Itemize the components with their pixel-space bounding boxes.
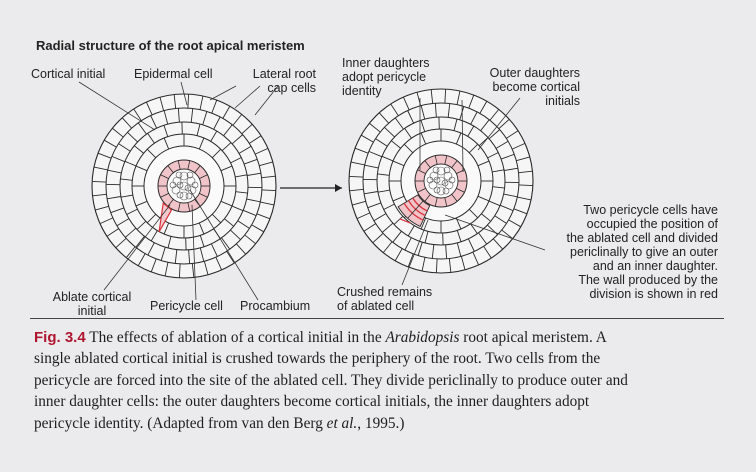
label-epidermal-cell: Epidermal cell — [134, 67, 213, 81]
label-explanation: Two pericycle cells have occupied the position of the ablated cell and divided periclinally to give an outer and an inner daughter. The wall produced by the division is shown in red — [566, 203, 718, 301]
label-outer-daughters: Outer daughters become cortical initials — [489, 66, 580, 108]
arrow-head — [335, 184, 342, 192]
intact-root-cross-section — [92, 94, 276, 278]
figure-caption — [34, 327, 724, 434]
figure-number: Fig. 3.4 — [34, 329, 86, 346]
label-pericycle-cell: Pericycle cell — [150, 299, 223, 313]
procambium — [167, 169, 201, 203]
caption-text: The effects of ablation of a cortical initial in the Arabidopsis root apical meristem. A single ablated cortical initial is crushed towards the periphery of the root. Two cells from the pericycle are forced into the site of the ablated cell. They divide periclinally to produce outer and inner daughter cells: the outer daughters become cortical initials, the inner daughters adopt pericycle identity. (Adapted from van den Berg et al., 1995.) — [34, 329, 628, 432]
caption-divider — [30, 318, 724, 319]
leader-line — [210, 86, 236, 100]
diagram-title: Radial structure of the root apical meristem — [36, 38, 305, 53]
label-ablate-cortical-initial: Ablate cortical initial — [52, 290, 132, 318]
transition-arrow — [280, 184, 342, 192]
label-cortical-initial: Cortical initial — [31, 67, 106, 81]
procambium — [424, 164, 458, 198]
label-inner-daughters: Inner daughters adopt pericycle identity — [342, 56, 430, 98]
label-procambium: Procambium — [240, 299, 311, 313]
label-crushed-remains: Crushed remains of ablated cell — [337, 285, 433, 313]
label-lateral-root-cap: Lateral root cap cells — [252, 67, 316, 95]
